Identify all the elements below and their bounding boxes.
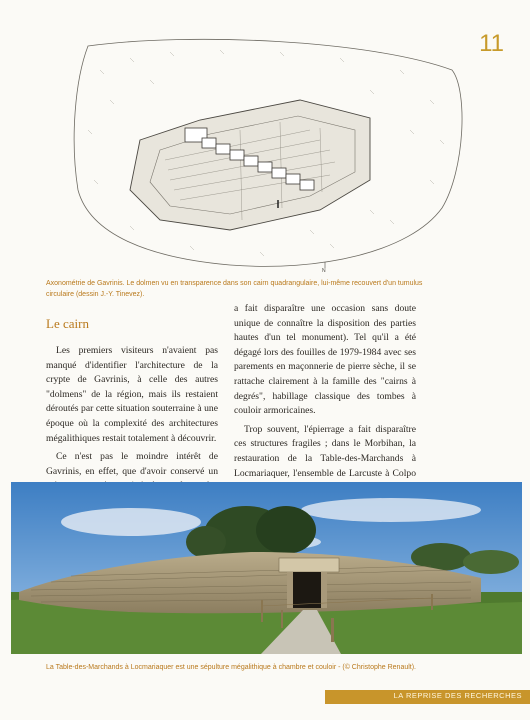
paragraph: Les premiers visiteurs n'avaient pas manqué d'identifier l'architecture de la crypte de Gavrinis, à celle des autres "dolmens" de la région, mais ils restaient déroutés par cette situation souterraine à une époque où la complexité des architectures mégalithiques restait totalement à découvrir. [46,345,218,444]
paragraph: Ce n'est pas le moindre intérêt de Gavrinis, en effet, que d'avoir conservé un [46,451,218,477]
footer-section-label: LA REPRISE DES RECHERCHES [393,691,522,700]
svg-text:N: N [322,268,326,274]
paragraph: Trop souvent, l'épierrage a fait disparaître ces structures fragiles ; dans le Morbihan, la restauration de la Table-des-Marchands à Locmariaquer, l'ensemble de Larcuste à Colpo [234,423,416,479]
page-number: 11 [479,30,504,57]
footer-section-bar [325,690,530,704]
paragraph: a fait disparaître une occasion sans doute unique de connaître la disposition des parties hautes d'un tel monument). Tel qu'il a été dégagé lors des fouilles de 1979-1984 avec ses parements en maçonnerie de pierre sèche, il se rattache clairement à la famille des "cairns à degrés", habillage classique des tombes à couloir armoricaines. [234,303,416,417]
section-title: Le cairn [46,316,89,331]
axonometric-drawing [70,30,470,275]
figure-caption: Axonométrie de Gavrinis. Le dolmen vu en transparence dans son cairn quadrangulaire, lui-même recouvert d'un tumulus circulaire (dessin J.-Y. Tinevez). [46,280,423,298]
table-des-marchands-photo [11,482,522,654]
photo-caption: La Table-des-Marchands à Locmariaquer est une sépulture mégalithique à chambre et couloir - (© Christophe Renault). [46,664,417,671]
